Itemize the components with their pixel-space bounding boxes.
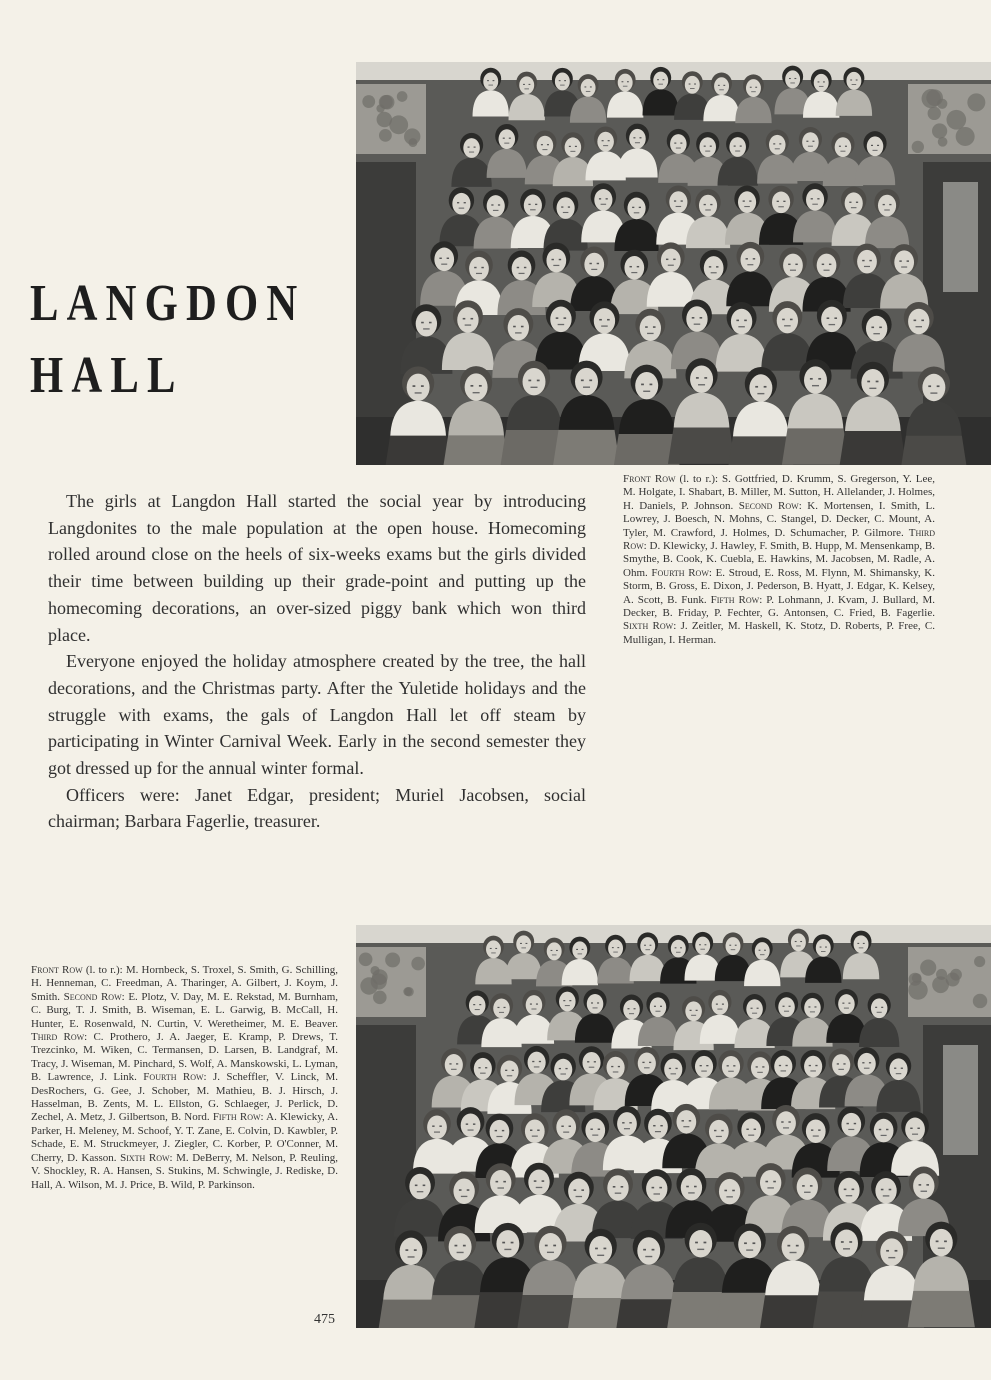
person-face (555, 73, 570, 91)
person-face (751, 1057, 769, 1079)
person-face (556, 1116, 576, 1140)
person-face (686, 306, 707, 332)
person-face (838, 994, 855, 1014)
person-face (695, 937, 710, 955)
person-face (653, 72, 668, 90)
group-photo-top (356, 62, 991, 465)
body-text (48, 488, 586, 835)
person-face (624, 256, 644, 280)
person-face (778, 997, 795, 1017)
person-face (797, 1174, 818, 1200)
person-face (776, 1111, 796, 1135)
person-face (722, 1056, 740, 1078)
row-names: : A. Klewicky, A. Parker, H. Meleney, M. Schoof, Y. T. Zane, E. Colvin, D. Kawbler, P. Schade, E. M. Struckmeyer, J. Ziegler, C. Korber, P. O'Conner, M. Cherry, D. Kasson. (31, 1111, 339, 1164)
person-face (519, 76, 534, 94)
person-face (845, 192, 863, 214)
person-face (565, 137, 582, 157)
person-face (575, 368, 598, 395)
person-face (445, 1054, 463, 1076)
person-face (528, 1170, 549, 1196)
person-face (699, 137, 716, 157)
person-face (648, 1115, 668, 1139)
row-label: Fifth Row (710, 593, 760, 606)
person-face (841, 1113, 861, 1137)
person-face (559, 992, 576, 1012)
person-face (490, 1170, 511, 1196)
person-face (704, 256, 724, 280)
person-face (670, 134, 687, 154)
person-face (783, 254, 803, 278)
person-face (913, 1173, 934, 1199)
person-face (817, 254, 837, 278)
person-face (791, 933, 806, 951)
row-names: (l. to r.): S. Gottfried, D. Krumm, S. Gregerson, Y. Lee, M. Holgate, I. Shabart, B. Miller, M. Sutton, H. Allelander, J. Holmes, H. Daniels, P. Johnson. (623, 473, 936, 512)
person-face (465, 373, 488, 400)
person-face (690, 365, 713, 392)
person-face (474, 1058, 492, 1080)
title-line-2: HALL (30, 347, 184, 404)
person-face (469, 996, 486, 1016)
group-photo-bottom-image (356, 925, 991, 1328)
person-face (908, 309, 929, 335)
row-names: : C. Prothero, J. A. Jaeger, E. Kramp, P. Drews, T. Trezcinko, M. Wiken, C. Termansen, D. Larsen, B. Landgraf, M. Tracy, J. Wiseman, M. Pinchard, S. Wolf, A. Manskowski, L. Lyman, B. Lawrence, J. Link. (31, 1031, 338, 1084)
person-face (589, 1236, 612, 1263)
row-names: : J. Scheffler, V. Linck, M. DesRochers, G. Gee, J. Schober, M. Mathieu, B. J. Hirsch, J. Hasselman, B. Zents, M. L. Ellston, G. Schlaeger, J. Perlick, D. Zechel, A. Metz, J. Gilbertson, B. Nord. (31, 1071, 339, 1124)
person-face (738, 1231, 761, 1258)
person-face (874, 1119, 894, 1143)
person-face (546, 249, 566, 273)
person-face (554, 1059, 572, 1081)
person-face (835, 137, 852, 157)
person-face (806, 189, 824, 211)
person-face (623, 1000, 640, 1020)
person-face (568, 1179, 589, 1205)
paragraph-3: Officers were: Janet Edgar, president; Muriel Jacobsen, social chairman; Barbara Fagerlie, treasurer. (48, 784, 586, 832)
person-face (777, 308, 798, 334)
person-face (880, 1238, 903, 1265)
person-face (671, 940, 686, 958)
person-face (785, 70, 800, 88)
person-face (846, 72, 861, 90)
person-face (741, 1119, 761, 1143)
person-face (607, 1175, 628, 1201)
row-names: : D. Klewicky, J. Hawley, F. Smith, B. Hupp, M. Mensenkamp, B. Smythe, B. Cook, K. Cuebla, E. Hawkins, M. Jacobsen, M. Radle, A. Ohm. (623, 540, 935, 579)
person-face (699, 195, 717, 217)
person-face (772, 191, 790, 213)
person-face (650, 997, 667, 1017)
row-names: : J. Zeitler, M. Haskell, K. Stotz, D. Roberts, P. Free, C. Mulligan, I. Herman. (623, 620, 935, 646)
person-face (858, 1053, 876, 1075)
person-face (493, 998, 510, 1018)
person-face (434, 248, 454, 272)
person-face (496, 1230, 519, 1257)
person-face (867, 136, 884, 156)
person-skirt (839, 431, 906, 465)
window (943, 182, 978, 292)
person-face (749, 374, 772, 401)
person-face (712, 995, 729, 1015)
person-face (889, 1058, 907, 1080)
row-label: Sixth Row (623, 620, 674, 633)
person-face (769, 135, 786, 155)
row-names: : E. Plotz, V. Day, M. E. Rekstad, M. Burnham, C. Burg, T. J. Smith, B. Wiseman, E. L. Garwig, B. McCall, H. Hunter, E. Rosenwald, N. Curtin, V. Weretheimer, M. E. Beaver. (31, 990, 338, 1030)
row-names: : P. Lohmann, J. Kvam, J. Bullard, M. Decker, B. Friday, P. Fechter, G. Antonsen, C. Fried, B. Fagerlie. (623, 593, 935, 620)
group-photo-top-image (356, 62, 991, 465)
person-face (878, 195, 896, 217)
person-face (587, 994, 604, 1014)
person-face (695, 1056, 713, 1078)
person-face (905, 1118, 925, 1142)
person-face (806, 1119, 826, 1143)
row-names: : E. Stroud, E. Ross, M. Flynn, M. Shimansky, K. Storm, B. Gross, E. Dixon, J. Pederson, B. Hyatt, J. Edgar, K. Kelsey, A. Scott, B. Funk. (623, 566, 935, 606)
person-skirt (553, 430, 620, 465)
person-face (449, 1233, 472, 1260)
person-face (547, 942, 562, 960)
person-face (871, 998, 888, 1018)
row-label: Second Row (738, 499, 799, 512)
caption-bottom (31, 964, 338, 1192)
paragraph-2: Everyone enjoyed the holiday atmosphere created by the tree, the hall decorations, and the Christmas party. After the Yuletide holidays and the struggle with exams, the gals of Langdon Hall let off steam by participating in Winter Carnival Week. Early in the second semester they got dressed up for the annual winter formal. (48, 651, 586, 779)
person-face (669, 191, 687, 213)
person-face (594, 189, 612, 211)
person-face (804, 998, 821, 1018)
group-photo-bottom (356, 925, 991, 1328)
row-label: Fifth Row (212, 1111, 261, 1124)
person-face (719, 1179, 740, 1205)
person-face (637, 1237, 660, 1264)
person-face (523, 368, 546, 395)
person-face (857, 250, 877, 274)
page-title (30, 268, 305, 412)
person-face (854, 935, 869, 953)
person-face (664, 1059, 682, 1081)
person-face (638, 1053, 656, 1075)
row-label: Front Row (31, 964, 83, 976)
person-face (685, 76, 700, 94)
person-face (407, 374, 430, 401)
row-label: Fourth Row (651, 566, 709, 579)
person-face (483, 73, 498, 91)
window (943, 1045, 978, 1155)
person-face (618, 74, 633, 92)
person-face (774, 1056, 792, 1078)
person-skirt (668, 427, 735, 463)
person-face (802, 132, 819, 152)
person-face (676, 1110, 696, 1134)
person-skirt (908, 1291, 975, 1327)
person-face (729, 137, 746, 157)
person-face (557, 197, 575, 219)
title-line-1: LANGDON (30, 275, 306, 332)
person-face (452, 193, 470, 215)
person-face (646, 1176, 667, 1202)
person-face (416, 311, 437, 337)
person-face (629, 129, 646, 149)
person-face (608, 940, 623, 958)
row-names: : M. DeBerry, M. Nelson, P. Reuling, V. Shockley, R. A. Hansen, S. Stukins, M. Schwingle, J. Rediske, D. Hall, A. Wilson, M. J. Price, B. Wild, P. Parkinson. (31, 1151, 339, 1191)
person-face (760, 1170, 781, 1196)
person-face (528, 1052, 546, 1074)
person-face (500, 1060, 518, 1082)
person-face (463, 138, 480, 158)
person-face (838, 1178, 859, 1204)
person-skirt (443, 435, 510, 465)
person-face (922, 374, 945, 401)
person-face (539, 1233, 562, 1260)
person-face (508, 315, 529, 341)
person-face (746, 999, 763, 1019)
person-face (782, 1233, 805, 1260)
person-face (738, 191, 756, 213)
person-face (516, 935, 531, 953)
person-face (635, 372, 658, 399)
page-number: 475 (314, 1312, 335, 1327)
person-face (816, 939, 831, 957)
person-face (453, 1178, 474, 1204)
person-face (582, 1052, 600, 1074)
person-face (525, 1120, 545, 1144)
person-face (804, 1056, 822, 1078)
person-face (594, 308, 615, 334)
person-face (607, 1057, 625, 1079)
person-face (487, 195, 505, 217)
person-face (617, 1112, 637, 1136)
caption-top (623, 473, 935, 647)
person-face (486, 940, 501, 958)
person-face (861, 369, 884, 396)
row-names: : K. Mortensen, I. Smith, L. Lowrey, J. Boesch, N. Mohns, C. Stangel, D. Decker, C. Mount, A. Tyler, M. Crawford, J. Holmes, D. Schumacher, P. Gilmore. (623, 499, 935, 539)
person-face (581, 79, 596, 97)
person-face (681, 1175, 702, 1201)
person-face (866, 316, 887, 342)
person-face (930, 1229, 953, 1256)
person-face (490, 1120, 510, 1144)
person-face (689, 1230, 712, 1257)
person-face (400, 1238, 423, 1265)
paragraph-1: The girls at Langdon Hall started the social year by introducing Langdonites to the male population at the open house. Homecoming rolled around close on the heels of six-weeks exams but the girls divided their time between building up their grade-point and putting up the homecoming decorations, an over-sized piggy bank which won third place. (48, 491, 586, 645)
person-skirt (900, 436, 967, 465)
person-face (661, 249, 681, 273)
row-label: Third Row (623, 526, 935, 553)
person-face (584, 253, 604, 277)
person-face (524, 195, 542, 217)
person-face (740, 248, 760, 272)
ceiling-molding (356, 62, 991, 80)
person-face (832, 1054, 850, 1076)
row-label: Second Row (63, 990, 122, 1003)
person-face (461, 1113, 481, 1137)
person-face (640, 937, 655, 955)
person-face (526, 995, 543, 1015)
person-face (457, 307, 478, 333)
row-label: Sixth Row (120, 1151, 170, 1164)
person-face (537, 136, 554, 156)
person-face (731, 309, 752, 335)
person-face (875, 1178, 896, 1204)
person-face (894, 250, 914, 274)
person-face (755, 942, 770, 960)
person-face (627, 198, 645, 220)
person-skirt (385, 436, 452, 465)
person-face (427, 1115, 447, 1139)
person-face (709, 1120, 729, 1144)
row-label: Fourth Row (143, 1071, 204, 1084)
person-face (726, 937, 741, 955)
person-face (469, 257, 489, 281)
person-face (814, 74, 829, 92)
person-face (512, 257, 532, 281)
person-face (835, 1230, 858, 1257)
person-face (499, 129, 516, 149)
person-face (804, 366, 827, 393)
person-face (714, 77, 729, 95)
person-face (550, 307, 571, 333)
person-face (572, 941, 587, 959)
person-skirt (782, 428, 849, 464)
person-face (746, 79, 761, 97)
person-face (597, 132, 614, 152)
person-face (685, 1001, 702, 1021)
row-label: Third Row (31, 1031, 85, 1044)
row-label: Front Row (623, 473, 676, 485)
person-face (821, 307, 842, 333)
row-names: (l. to r.): M. Hornbeck, S. Troxel, S. Smith, G. Schilling, H. Henneman, C. Freedman, A. Tharinger, A. Gilbert, J. Koym, J. Smith. (31, 964, 338, 1003)
person-face (640, 315, 661, 341)
person-face (585, 1119, 605, 1143)
person-face (409, 1174, 430, 1200)
